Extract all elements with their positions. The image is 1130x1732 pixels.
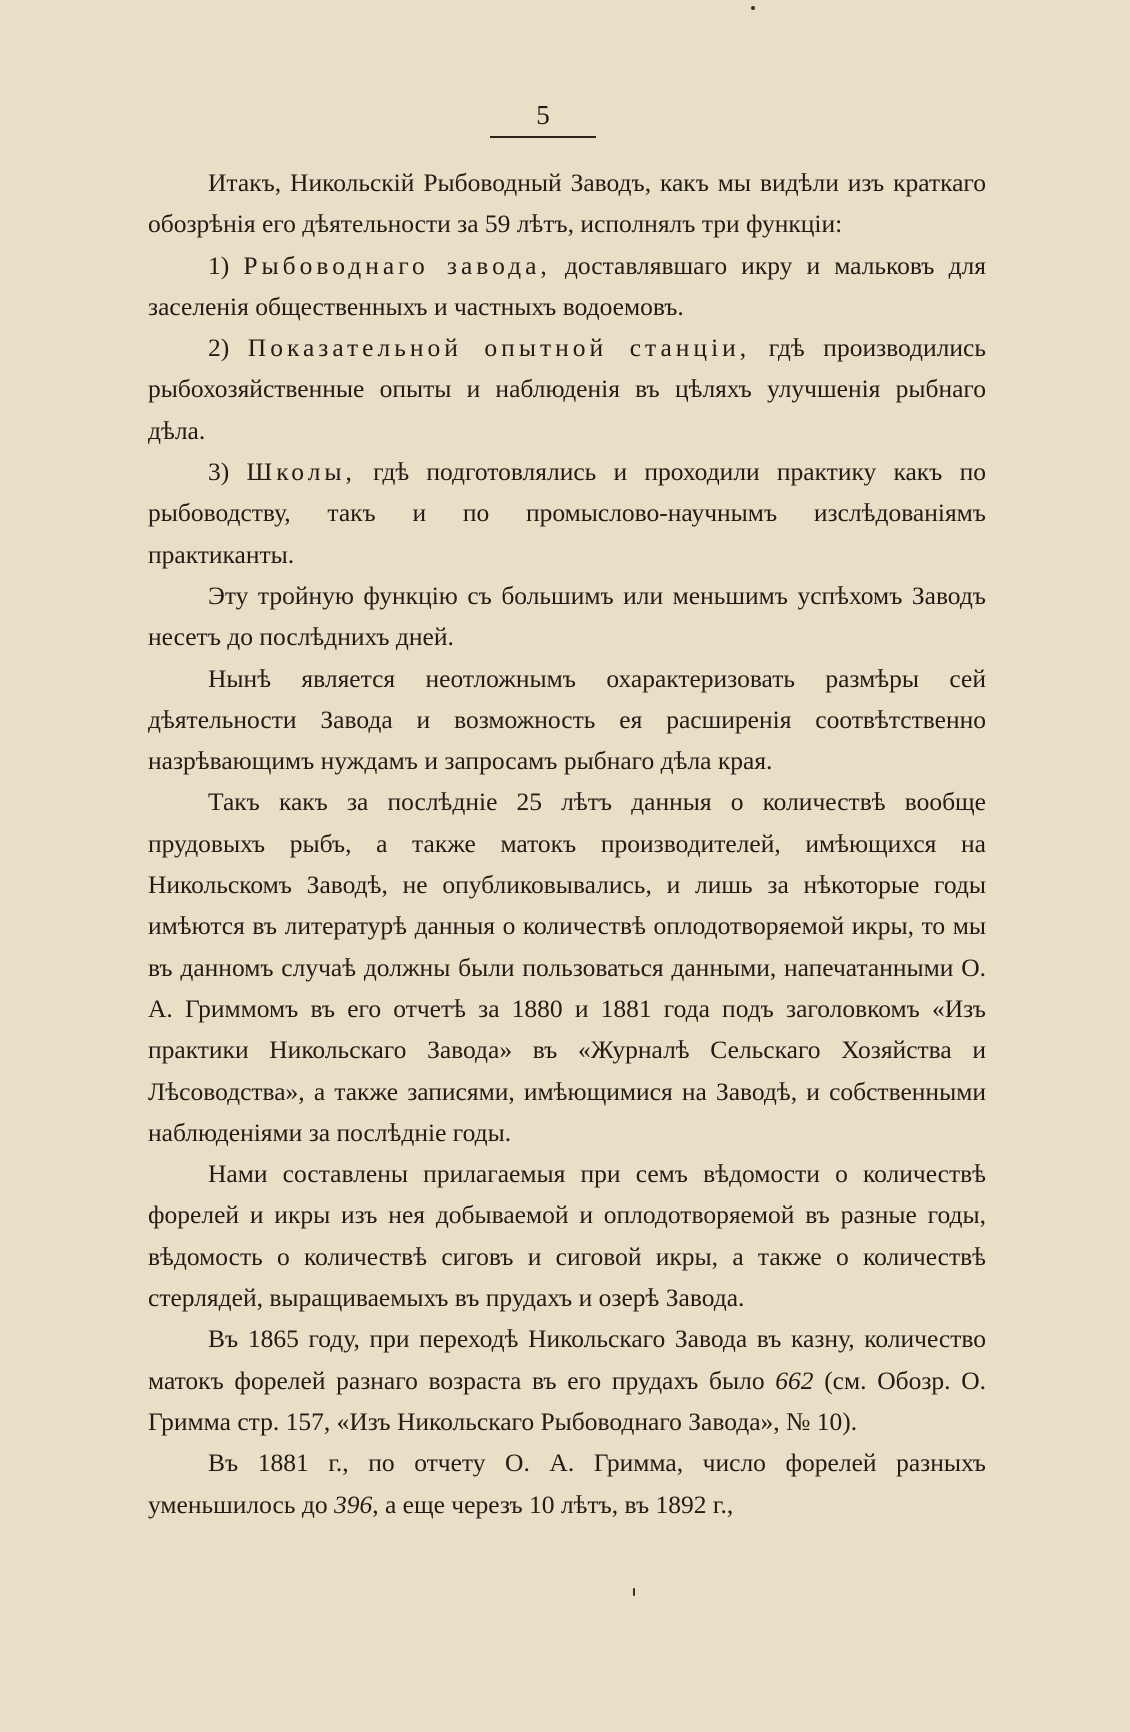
- function-title: Школы,: [246, 457, 356, 487]
- function-title: Рыбоводнаго завода,: [243, 250, 551, 280]
- paragraph-text: гдѣ подготовлялись и проходили практику какъ по рыбоводству, такъ и по промыслово-научнымъ изслѣдованіямъ практиканты.: [148, 457, 986, 569]
- paragraph-text: Нами составлены прилагаемыя при семъ вѣдомости о количествѣ форелей и икры изъ нея добываемой и оплодотворяемой въ разные годы, вѣдомость о количествѣ сиговъ и сиговой икры, а также о количествѣ стерлядей, выращиваемыхъ въ прудахъ и озерѣ Завода.: [148, 1159, 986, 1313]
- paragraph-function-1: [148, 245, 986, 328]
- trout-count: 396: [333, 1489, 373, 1519]
- list-number: 2): [208, 333, 248, 363]
- body-text: [148, 162, 986, 1525]
- paragraph-text: Нынѣ является неотложнымъ охарактеризовать размѣры сей дѣятельности Завода и возможность ея расширенія соотвѣтственно назрѣвающимъ нуждамъ и запросамъ рыбнаго дѣла края.: [148, 663, 986, 776]
- function-title: Показательной опытной станціи,: [247, 333, 751, 363]
- print-speck: [633, 1588, 635, 1596]
- paragraph-data-sources: [148, 781, 986, 1153]
- paragraph-text: гдѣ производились рыбохозяйственные опыты и наблюденія въ цѣляхъ улучшенія рыбнаго дѣла.: [148, 333, 986, 445]
- page-header: [490, 100, 596, 138]
- paragraph-triple-function: [148, 575, 986, 658]
- paragraph-intro: [148, 162, 986, 245]
- paragraph-1881: [148, 1442, 986, 1525]
- paragraph-text: Эту тройную функцію съ большимъ или меньшимъ успѣхомъ Заводъ несетъ до послѣднихъ дней.: [148, 580, 986, 652]
- paragraph-text: Итакъ, Никольскій Рыбоводный Заводъ, какъ мы видѣли изъ краткаго обозрѣнія его дѣятельности за 59 лѣтъ, исполнялъ три функціи:: [148, 168, 986, 239]
- paragraph-function-3: [148, 451, 986, 575]
- paragraph-text: (см. Обозр. О. Гримма стр. 157, «Изъ Никольскаго Рыбоводнаго Завода», № 10).: [148, 1365, 986, 1436]
- paragraph-text: доставлявшаго икру и мальковъ для заселенія общественныхъ и частныхъ водоемовъ.: [148, 250, 987, 321]
- paragraph-function-2: [148, 327, 986, 451]
- list-number: 1): [208, 250, 244, 280]
- paragraph-text: Въ 1865 году, при переходѣ Никольскаго Завода въ казну, количество матокъ форелей разнаго возраста въ его прудахъ было: [148, 1324, 986, 1395]
- print-speck: [751, 6, 755, 10]
- trout-count: 662: [775, 1365, 814, 1395]
- paragraph-text: , а еще черезъ 10 лѣтъ, въ 1892 г.,: [372, 1489, 734, 1519]
- paragraph-characterize: [148, 658, 986, 782]
- paragraph-1865: [148, 1318, 986, 1442]
- paragraph-text: Въ 1881 г., по отчету О. А. Гримма, число форелей разныхъ уменьшилось до: [148, 1448, 986, 1519]
- paragraph-text: Такъ какъ за послѣдніе 25 лѣтъ данныя о количествѣ вообще прудовыхъ рыбъ, а также матокъ производителей, имѣющихся на Никольскомъ Заводѣ, не опубликовывались, и лишь за нѣкоторые годы имѣются въ литературѣ данныя о количествѣ оплодотворяемой икры, то мы въ данномъ случаѣ должны были пользоваться данными, напечатанными О. А. Гриммомъ въ его отчетѣ за 1880 и 1881 года подъ заголовкомъ «Изъ практики Никольскаго Завода» въ «Журналѣ Сельскаго Хозяйства и Лѣсоводства», а также записями, имѣющимися на Заводѣ, и собственными наблюденіями за послѣдніе годы.: [148, 787, 986, 1147]
- page-number: 5: [536, 100, 550, 130]
- header-rule: [490, 136, 596, 138]
- paragraph-statements: [148, 1153, 986, 1318]
- list-number: 3): [208, 457, 247, 487]
